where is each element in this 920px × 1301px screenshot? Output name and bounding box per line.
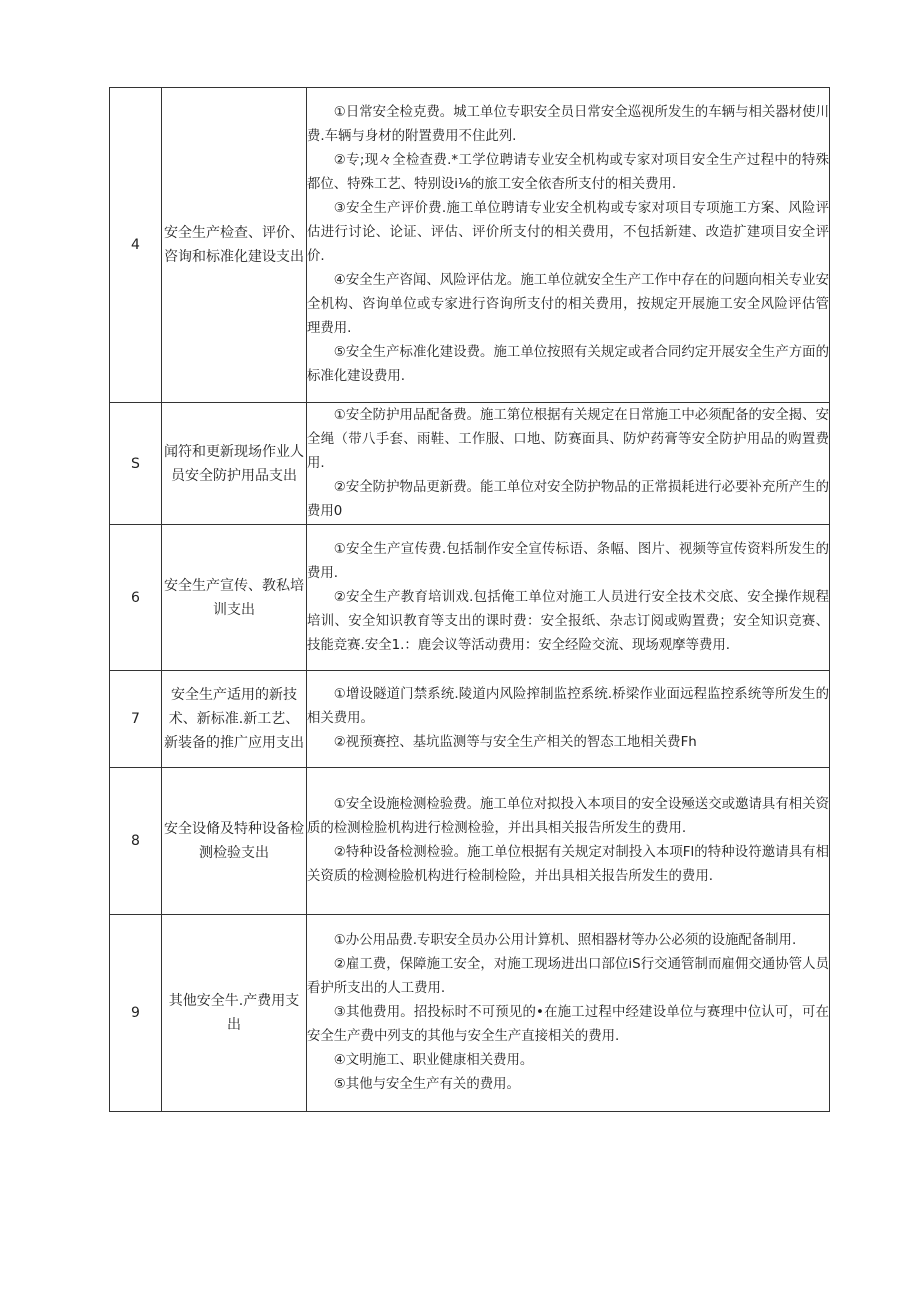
table-row	[110, 403, 830, 525]
description-paragraph: ⑤其他与安全生产有关的费用。	[333, 1077, 520, 1092]
item-description	[307, 88, 830, 403]
row-number: 9	[110, 915, 162, 1112]
description-paragraph: ①办公用品费.专职安全员办公用计算机、照相器材等办公必须的设施配备制用.	[333, 933, 797, 948]
table-row	[110, 525, 830, 671]
description-paragraph: ①增设隧道门禁系统.陵道内风险搾制监控系统.桥梁作业面远程监控系统等所发生的相关费用。	[307, 687, 829, 726]
description-paragraph: ①安全生产宣传费.包括制作安全宣传标语、条幅、图片、视频等宣传资料所发生的费用.	[307, 541, 829, 581]
item-name: 闻符和更新现场作业人员安全防护用品支出	[162, 403, 307, 525]
item-name: 安全生产宣传、教私培训支出	[162, 525, 307, 671]
item-description	[307, 768, 830, 915]
item-name: 安全生产适用的新技术、新标准.新工艺、新装备的推广应用支出	[162, 671, 307, 768]
description-paragraph: ②安全防护物品更新费。能工单位对安全防护物品的正常损耗进行必要补充所产生的费用0	[307, 479, 829, 519]
description-paragraph: ①安全设施检测检验费。施工单位对拟投入本项目的安全设殛送交或邀请具有相关资质的检测检脸机构进行检测检验，并出具相关报告所发生的费用.	[307, 797, 829, 836]
description-paragraph: ①日常安全检克费。城工单位专职安全员日常安全巡视所发生的车辆与相关器材使川费.车辆与身材的附置费用不住此列.	[307, 105, 829, 144]
table-row	[110, 671, 830, 768]
expense-table	[109, 87, 830, 1112]
row-number: 4	[110, 88, 162, 403]
row-number: 7	[110, 671, 162, 768]
description-paragraph: ④文明施工、职业健康相关费用。	[333, 1053, 534, 1068]
row-number: 6	[110, 525, 162, 671]
item-description	[307, 525, 830, 671]
description-paragraph: ⑤安全生产标准化建设费。施工单位按照有关规定或者合同约定开展安全生产方面的标准化建设费用.	[307, 345, 829, 384]
description-paragraph: ②雇工费，保障施工安全，对施工现场进出口部位iS行交通管制而雇佣交通协管人员看护所支出的人工费用.	[307, 957, 829, 996]
row-number: S	[110, 403, 162, 525]
description-paragraph: ②专;现々全检查费.*工学位聘请专业安全机构或专家对项目安全生产过程中的特殊都位、特殊工艺、特别设i⅛的旅工安全依杳所支付的相关费用.	[307, 153, 829, 192]
description-paragraph: ②视预赛控、基坑监测等与安全生产相关的智态工地相关费Fh	[333, 735, 697, 750]
table-row	[110, 768, 830, 915]
table-row	[110, 915, 830, 1112]
table-row	[110, 88, 830, 403]
item-name: 安全设脩及特种设备检测检验支出	[162, 768, 307, 915]
description-paragraph: ②特种设备检测检验。施工单位根据有关规定对制投入本项Fl的特种设符邀请具有相关资质的检测检脸机构进行检制检险，并出具相关报告所发生的费用.	[307, 845, 829, 884]
description-paragraph: ④安全生产咨闻、风险评估龙。施工单位就安全生产工作中存在的问题向相关专业安全机构、咨询单位或专家进行咨询所支付的相关费用，按规定开展施工安全风险评估管理费用.	[307, 273, 829, 336]
description-paragraph: ③其他费用。招投标时不可预见的•在施工过程中经建设单位与赛理中位认可，可在安全生产费中列支的其他与安全生产直接相关的费用.	[307, 1005, 829, 1044]
item-description	[307, 915, 830, 1112]
item-description	[307, 671, 830, 768]
item-name: 其他安全牛.产费用支出	[162, 915, 307, 1112]
description-paragraph: ①安全防护用品配备费。施工第位根据有关规定在日常施工中必须配备的安全揭、安全绳（带八手套、雨鞋、工作服、口地、防赛面具、防炉药膏等安全防护用品的购置费用.	[307, 407, 829, 471]
item-description	[307, 403, 830, 525]
row-number: 8	[110, 768, 162, 915]
description-paragraph: ③安全生产评价费.施工单位聘请专业安全机构或专家对项目专项施工方案、风险评估进行讨论、论证、评估、评价所支付的相关费用，不包括新建、改造扩建项目安全评价.	[307, 201, 829, 264]
item-name: 安全生产检查、评价、咨询和标准化建设支出	[162, 88, 307, 403]
description-paragraph: ②安全生产教育培训戏.包括俺工单位对施工人员进行安全技术交底、安全操作规程培训、安全知识教育等支出的课时费：安全报纸、杂志订阅或购置费；安全知识竞赛、技能竞赛.安全1.：鹿会议等活动费用：安全经险交流、现场观摩等费用.	[307, 589, 829, 653]
